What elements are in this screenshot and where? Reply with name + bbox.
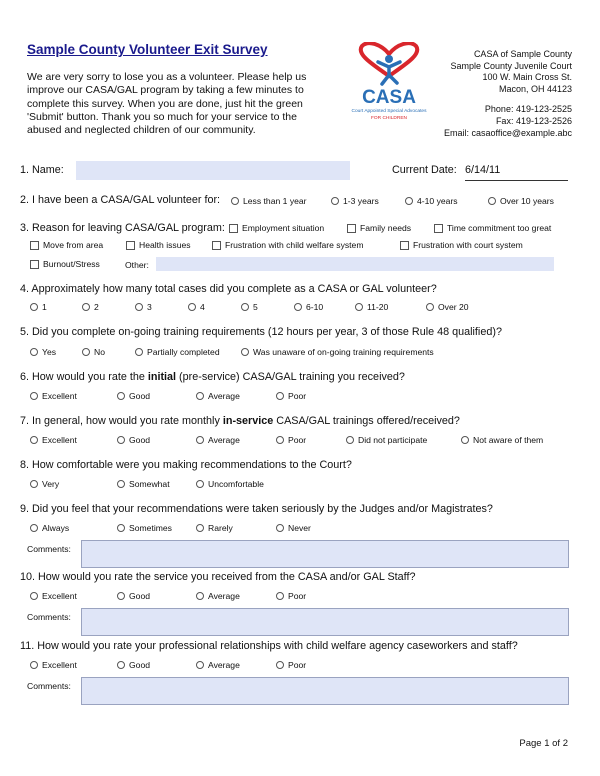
- org-line: 100 W. Main Cross St.: [482, 72, 572, 83]
- q11-option[interactable]: Average: [196, 660, 240, 670]
- q10-option[interactable]: Excellent: [30, 591, 77, 601]
- q10-label: 10. How would you rate the service you received from the CASA and/or GAL Staff?: [20, 571, 416, 583]
- radio-icon: [188, 303, 196, 311]
- q3-checkbox[interactable]: Frustration with child welfare system: [212, 240, 364, 250]
- q4-option[interactable]: 3: [135, 302, 152, 312]
- radio-icon: [488, 197, 496, 205]
- radio-icon: [117, 592, 125, 600]
- q4-option[interactable]: Over 20: [426, 302, 469, 312]
- checkbox-icon: [434, 224, 443, 233]
- q5-label: 5. Did you complete on-going training requirements (12 hours per year, 3 of those Rule 48 qualified)?: [20, 326, 502, 338]
- radio-icon: [30, 524, 38, 532]
- q4-option[interactable]: 2: [82, 302, 99, 312]
- q10-comments-label: Comments:: [27, 612, 71, 622]
- radio-icon: [30, 661, 38, 669]
- radio-icon: [82, 303, 90, 311]
- radio-icon: [196, 661, 204, 669]
- org-email: Email: casaoffice@example.abc: [443, 127, 572, 138]
- q6-label: 6. How would you rate the initial (pre-service) CASA/GAL training you received?: [20, 371, 405, 383]
- q9-option[interactable]: Always: [30, 523, 69, 533]
- radio-icon: [196, 592, 204, 600]
- q2-option[interactable]: 1-3 years: [331, 196, 379, 206]
- logo-name: CASA: [362, 87, 416, 108]
- q8-label: 8. How comfortable were you making recommendations to the Court?: [20, 459, 352, 471]
- q6-option[interactable]: Excellent: [30, 391, 77, 401]
- q3-checkbox[interactable]: Burnout/Stress: [30, 259, 100, 269]
- radio-icon: [30, 592, 38, 600]
- q10-option[interactable]: Poor: [276, 591, 306, 601]
- radio-icon: [196, 524, 204, 532]
- radio-icon: [30, 392, 38, 400]
- org-line: Macon, OH 44123: [498, 83, 572, 94]
- radio-icon: [346, 436, 354, 444]
- org-fax: Fax: 419-123-2526: [495, 115, 572, 126]
- q4-label: 4. Approximately how many total cases did you complete as a CASA or GAL volunteer?: [20, 283, 437, 295]
- radio-icon: [30, 303, 38, 311]
- q9-option[interactable]: Rarely: [196, 523, 233, 533]
- q2-option[interactable]: 4-10 years: [405, 196, 458, 206]
- radio-icon: [196, 436, 204, 444]
- q7-option[interactable]: Not aware of them: [461, 435, 543, 445]
- radio-icon: [117, 480, 125, 488]
- q7-option[interactable]: Excellent: [30, 435, 77, 445]
- logo-tagline: Court Appointed Special Advocates: [351, 109, 427, 114]
- radio-icon: [135, 303, 143, 311]
- q6-option[interactable]: Good: [117, 391, 150, 401]
- radio-icon: [82, 348, 90, 356]
- checkbox-icon: [229, 224, 238, 233]
- radio-icon: [276, 436, 284, 444]
- org-line: CASA of Sample County: [473, 49, 572, 59]
- radio-icon: [426, 303, 434, 311]
- radio-icon: [241, 303, 249, 311]
- page-number: Page 1 of 2: [519, 738, 568, 749]
- q7-label: 7. In general, how would you rate monthly in-service CASA/GAL trainings offered/received?: [20, 415, 460, 427]
- checkbox-icon: [400, 241, 409, 250]
- name-field[interactable]: [76, 161, 350, 180]
- radio-icon: [331, 197, 339, 205]
- checkbox-icon: [347, 224, 356, 233]
- q11-label: 11. How would you rate your professional relationships with child welfare agency caseworkers and staff?: [20, 640, 518, 652]
- radio-icon: [30, 348, 38, 356]
- q9-option[interactable]: Never: [276, 523, 311, 533]
- radio-icon: [276, 661, 284, 669]
- org-line: Sample County Juvenile Court: [450, 60, 572, 71]
- radio-icon: [135, 348, 143, 356]
- radio-icon: [461, 436, 469, 444]
- q10-comments-field[interactable]: [81, 608, 569, 636]
- other-label: Other:: [125, 260, 149, 270]
- org-phone: Phone: 419-123-2525: [484, 104, 572, 115]
- q11-option[interactable]: Excellent: [30, 660, 77, 670]
- radio-icon: [276, 524, 284, 532]
- q4-option[interactable]: 5: [241, 302, 258, 312]
- q3-checkbox[interactable]: Frustration with court system: [400, 240, 523, 250]
- radio-icon: [117, 524, 125, 532]
- q2-label: 2. I have been a CASA/GAL volunteer for:: [20, 194, 221, 206]
- q1-label: 1. Name:: [20, 164, 64, 176]
- q5-option[interactable]: Partially completed: [135, 347, 220, 357]
- q11-comments-label: Comments:: [27, 681, 71, 691]
- radio-icon: [30, 436, 38, 444]
- q9-option[interactable]: Sometimes: [117, 523, 172, 533]
- radio-icon: [276, 392, 284, 400]
- q11-comments-field[interactable]: [81, 677, 569, 705]
- q5-option[interactable]: No: [82, 347, 105, 357]
- radio-icon: [117, 661, 125, 669]
- checkbox-icon: [30, 260, 39, 269]
- q8-option[interactable]: Somewhat: [117, 479, 170, 489]
- q7-option[interactable]: Did not participate: [346, 435, 427, 445]
- org-block: [372, 49, 572, 139]
- q11-option[interactable]: Poor: [276, 660, 306, 670]
- logo-sub: FOR CHILDREN: [371, 116, 407, 121]
- checkbox-icon: [212, 241, 221, 250]
- q3-checkbox[interactable]: Family needs: [347, 223, 411, 233]
- q3-checkbox[interactable]: Move from area: [30, 240, 103, 250]
- q4-option[interactable]: 11-20: [355, 302, 388, 312]
- q6-option[interactable]: Average: [196, 391, 240, 401]
- radio-icon: [405, 197, 413, 205]
- radio-icon: [231, 197, 239, 205]
- radio-icon: [241, 348, 249, 356]
- radio-icon: [196, 392, 204, 400]
- q4-option[interactable]: 1: [30, 302, 47, 312]
- checkbox-icon: [30, 241, 39, 250]
- q3-checkbox[interactable]: Employment situation: [229, 223, 324, 233]
- q8-option[interactable]: Very: [30, 479, 59, 489]
- q9-label: 9. Did you feel that your recommendations were taken seriously by the Judges and/or Magistrates?: [20, 503, 493, 515]
- q9-comments-label: Comments:: [27, 544, 71, 554]
- q3-label: 3. Reason for leaving CASA/GAL program:: [20, 222, 225, 234]
- checkbox-icon: [126, 241, 135, 250]
- q5-option[interactable]: Was unaware of on-going training requirements: [241, 347, 434, 357]
- q8-option[interactable]: Uncomfortable: [196, 479, 264, 489]
- date-label: Current Date:: [392, 164, 457, 176]
- q7-option[interactable]: Poor: [276, 435, 306, 445]
- q5-option[interactable]: Yes: [30, 347, 56, 357]
- radio-icon: [117, 392, 125, 400]
- radio-icon: [355, 303, 363, 311]
- q4-option[interactable]: 6-10: [294, 302, 323, 312]
- radio-icon: [196, 480, 204, 488]
- q3-checkbox[interactable]: Health issues: [126, 240, 191, 250]
- q4-option[interactable]: 4: [188, 302, 205, 312]
- radio-icon: [30, 480, 38, 488]
- intro-text: We are very sorry to lose you as a volunteer. Please help us improve our CASA/GAL program by taking a few minutes to complete this survey. When you are done, just hit the green 'Submit' button. Thank you so much for your service to the abused and neglected children of our community.: [27, 71, 307, 137]
- other-field[interactable]: [156, 257, 554, 271]
- q2-option[interactable]: Less than 1 year: [231, 196, 307, 206]
- q3-checkbox[interactable]: Time commitment too great: [434, 223, 551, 233]
- radio-icon: [294, 303, 302, 311]
- radio-icon: [117, 436, 125, 444]
- q7-option[interactable]: Good: [117, 435, 150, 445]
- q7-option[interactable]: Average: [196, 435, 240, 445]
- q9-comments-field[interactable]: [81, 540, 569, 568]
- q11-option[interactable]: Good: [117, 660, 150, 670]
- q10-option[interactable]: Average: [196, 591, 240, 601]
- q6-option[interactable]: Poor: [276, 391, 306, 401]
- q10-option[interactable]: Good: [117, 591, 150, 601]
- radio-icon: [276, 592, 284, 600]
- q2-option[interactable]: Over 10 years: [488, 196, 554, 206]
- date-field[interactable]: 6/14/11: [465, 164, 568, 181]
- survey-title: Sample County Volunteer Exit Survey: [27, 42, 268, 57]
